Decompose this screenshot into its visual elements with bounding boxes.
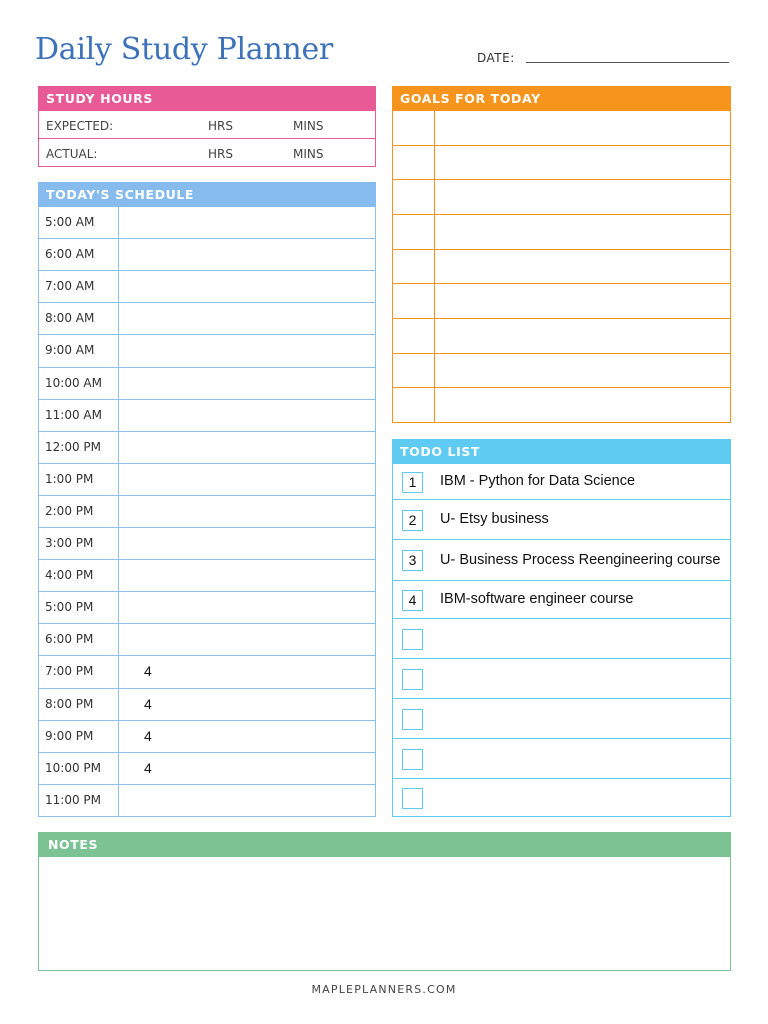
todo-item[interactable]	[393, 500, 730, 540]
schedule-entry[interactable]: 4	[144, 695, 152, 712]
notes-area[interactable]	[38, 857, 731, 971]
todo-item[interactable]	[393, 699, 730, 739]
schedule-row[interactable]	[39, 528, 375, 560]
date-field[interactable]	[526, 62, 729, 63]
todo-checkbox[interactable]: 2	[402, 510, 423, 531]
schedule-row[interactable]	[39, 207, 375, 239]
schedule-row[interactable]	[39, 785, 375, 817]
todo-checkbox[interactable]	[402, 629, 423, 650]
schedule-row[interactable]	[39, 496, 375, 528]
goals-header: GOALS FOR TODAY	[392, 86, 731, 111]
todo-checkbox[interactable]	[402, 709, 423, 730]
schedule-time: 10:00 PM	[45, 760, 101, 775]
goal-row[interactable]	[393, 354, 730, 389]
todo-item[interactable]	[393, 739, 730, 779]
todo-item[interactable]	[393, 779, 730, 817]
actual-hrs-label: HRS	[208, 147, 233, 161]
todo-item[interactable]	[393, 464, 730, 500]
schedule-row[interactable]	[39, 464, 375, 496]
schedule-time: 5:00 PM	[45, 600, 94, 615]
study-hours-header: STUDY HOURS	[38, 86, 376, 111]
schedule-time: 4:00 PM	[45, 568, 94, 583]
page-title: Daily Study Planner	[35, 32, 333, 67]
schedule-time: 6:00 PM	[45, 632, 94, 647]
todo-item[interactable]	[393, 619, 730, 659]
schedule-entry[interactable]: 4	[144, 759, 152, 776]
goal-row[interactable]	[393, 215, 730, 250]
date-label: DATE:	[477, 51, 515, 65]
actual-mins-label: MINS	[293, 147, 324, 161]
schedule-time: 7:00 AM	[45, 279, 95, 294]
schedule-time: 1:00 PM	[45, 471, 94, 486]
schedule-time: 7:00 PM	[45, 664, 94, 679]
schedule-row[interactable]	[39, 721, 375, 753]
todo-item[interactable]	[393, 659, 730, 699]
schedule-time: 6:00 AM	[45, 247, 95, 262]
schedule-table	[38, 207, 376, 817]
schedule-row[interactable]	[39, 592, 375, 624]
goal-row[interactable]	[393, 146, 730, 181]
study-hours-panel	[38, 111, 376, 167]
schedule-time: 12:00 PM	[45, 439, 101, 454]
schedule-entry[interactable]: 4	[144, 727, 152, 744]
todo-text[interactable]: U- Business Process Reengineering course	[440, 552, 721, 568]
todo-checkbox[interactable]	[402, 788, 423, 809]
schedule-time: 3:00 PM	[45, 536, 94, 551]
todo-text[interactable]: IBM - Python for Data Science	[440, 473, 636, 489]
schedule-time: 9:00 PM	[45, 728, 94, 743]
todo-list	[392, 464, 731, 817]
schedule-row[interactable]	[39, 753, 375, 785]
todo-checkbox[interactable]: 1	[402, 472, 423, 493]
schedule-time: 2:00 PM	[45, 503, 94, 518]
goal-row[interactable]	[393, 180, 730, 215]
study-hours-expected-row[interactable]	[39, 111, 375, 139]
schedule-row[interactable]	[39, 368, 375, 400]
todo-checkbox[interactable]: 3	[402, 550, 423, 571]
schedule-time: 5:00 AM	[45, 215, 95, 229]
todo-item[interactable]	[393, 540, 730, 581]
actual-label: ACTUAL:	[46, 147, 98, 161]
schedule-time: 11:00 AM	[45, 407, 102, 422]
todo-item[interactable]	[393, 581, 730, 619]
expected-mins-label: MINS	[293, 119, 324, 133]
schedule-row[interactable]	[39, 432, 375, 464]
todo-text[interactable]: U- Etsy business	[440, 511, 549, 527]
schedule-time: 8:00 AM	[45, 311, 95, 326]
schedule-row[interactable]	[39, 271, 375, 303]
schedule-row[interactable]	[39, 624, 375, 656]
schedule-time: 10:00 AM	[45, 375, 102, 390]
todo-checkbox[interactable]	[402, 749, 423, 770]
schedule-row[interactable]	[39, 656, 375, 688]
schedule-row[interactable]	[39, 400, 375, 432]
schedule-time: 9:00 AM	[45, 343, 95, 358]
goal-row[interactable]	[393, 111, 730, 146]
schedule-row[interactable]	[39, 303, 375, 335]
schedule-row[interactable]	[39, 689, 375, 721]
schedule-header: TODAY'S SCHEDULE	[38, 182, 376, 207]
notes-header: NOTES	[38, 832, 731, 857]
study-hours-actual-row[interactable]	[39, 139, 375, 167]
todo-checkbox[interactable]	[402, 669, 423, 690]
goals-table	[392, 111, 731, 423]
todo-text[interactable]: IBM-software engineer course	[440, 591, 634, 607]
goal-row[interactable]	[393, 388, 730, 423]
todo-header: TODO LIST	[392, 439, 731, 464]
schedule-entry[interactable]: 4	[144, 663, 152, 680]
schedule-row[interactable]	[39, 560, 375, 592]
schedule-row[interactable]	[39, 335, 375, 367]
goal-row[interactable]	[393, 284, 730, 319]
expected-label: EXPECTED:	[46, 119, 114, 133]
schedule-time: 11:00 PM	[45, 792, 101, 807]
expected-hrs-label: HRS	[208, 119, 233, 133]
footer-website: MAPLEPLANNERS.COM	[311, 983, 457, 996]
schedule-time: 8:00 PM	[45, 696, 94, 711]
goal-row[interactable]	[393, 250, 730, 285]
todo-checkbox[interactable]: 4	[402, 590, 423, 611]
goal-row[interactable]	[393, 319, 730, 354]
schedule-row[interactable]	[39, 239, 375, 271]
